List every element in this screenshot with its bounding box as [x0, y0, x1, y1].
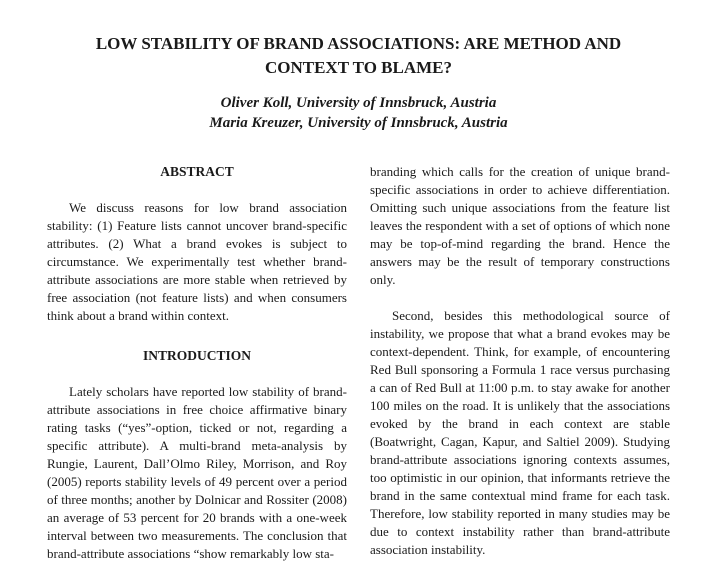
right-paragraph-1: branding which calls for the creation of unique brand-specific associations in order to achieve differentiation. Omitting such unique associations from the feature list leaves the respondent with a set of options of which none may be top-of-mind regarding the brand. Hence the answers may be the result of temporary constructions only. [370, 164, 670, 287]
author-2: Maria Kreuzer, University of Innsbruck, Austria [209, 115, 508, 131]
abstract-heading: ABSTRACT [160, 164, 234, 179]
paper-title: LOW STABILITY OF BRAND ASSOCIATIONS: ARE METHOD AND CONTEXT TO BLAME? [95, 34, 622, 77]
left-column [47, 163, 347, 563]
author-1: Oliver Koll, University of Innsbruck, Austria [220, 95, 497, 111]
introduction-heading: INTRODUCTION [142, 348, 251, 363]
right-column [370, 163, 670, 559]
author-list [60, 93, 657, 133]
right-paragraph-2: Second, besides this methodological source of instability, we propose that what a brand evokes may be context-dependent. Think, for example, of encountering Red Bull sponsoring a Formula 1 race versus purchasing a can of Red Bull at 11:00 p.m. to stay awake for another 100 miles on the road. It is unlikely that the associations evoked by the brand in each context are stable (Boatwright, Cagan, Kapur, and Saltiel 2009). Studying brand-attribute associations ignoring contexts assumes, too optimistic in our opinion, that informants retrieve the brand in the same contextual mind frame for each task. Therefore, low stability reported in many studies may be due to context instability rather than brand-attribute association instability. [370, 308, 670, 557]
introduction-paragraph-1: Lately scholars have reported low stability of brand-attribute associations in free choice affirmative binary rating tasks (“yes”-option, ticked or not, regarding a specific attribute). A multi-brand meta-analysis by Rungie, Laurent, Dall’Olmo Riley, Morrison, and Roy (2005) reports stability levels of 49 percent over a period of three months; another by Dolnicar and Rossiter (2008) an average of 53 percent for 20 brands with a one-week interval between two measurements. The conclusion that brand-attribute associations “show remarkably low sta- [47, 384, 347, 561]
abstract-text: We discuss reasons for low brand association stability: (1) Feature lists cannot uncover brand-specific attributes. (2) What a brand evokes is subject to circumstance. We experimentally test whether brand-attribute associations are more stable when retrieved by free association (not feature lists) and when consumers think about a brand within context. [47, 200, 347, 323]
